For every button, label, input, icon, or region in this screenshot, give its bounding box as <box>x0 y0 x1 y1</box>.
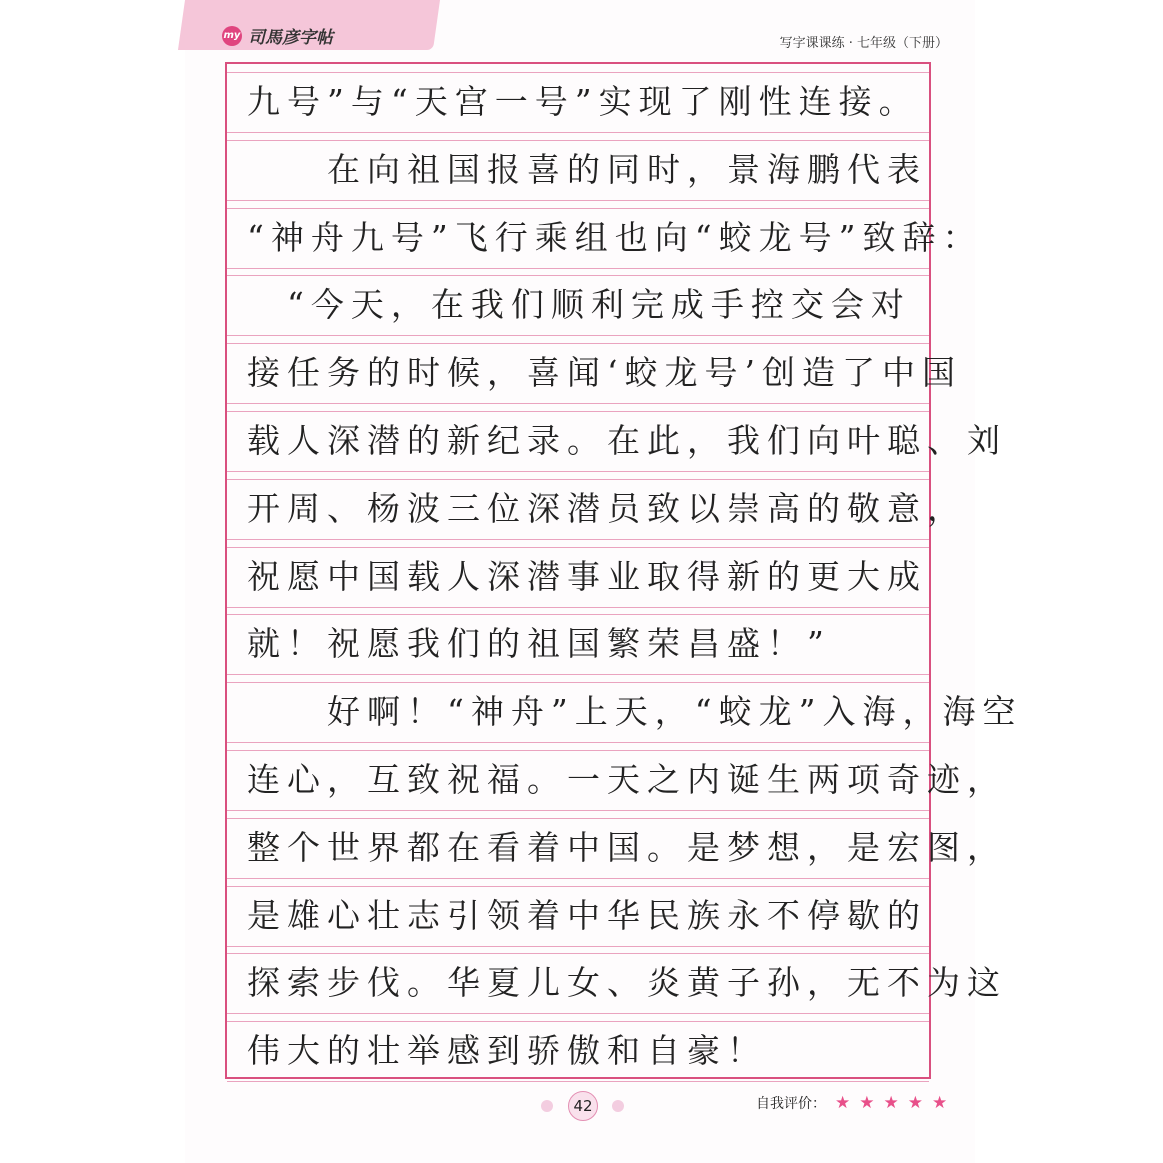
star-icon[interactable]: ★ <box>932 1093 948 1113</box>
line-text: 好啊！“神舟”上天，“蛟龙”入海，海空 <box>247 692 1023 732</box>
decor-dot-left <box>541 1100 553 1112</box>
line-text: 载人深潜的新纪录。在此，我们向叶聪、刘 <box>247 420 1007 460</box>
text-line <box>227 132 929 200</box>
text-line <box>227 64 929 132</box>
text-line <box>227 200 983 268</box>
line-text: 连心，互致祝福。一天之内诞生两项奇迹， <box>247 759 1007 799</box>
logo-icon: my <box>222 26 242 46</box>
text-line <box>227 267 929 335</box>
brand-logo <box>222 23 333 48</box>
text-line <box>227 674 1023 742</box>
star-icon[interactable]: ★ <box>835 1093 851 1113</box>
line-text: 是雄心壮志引领着中华民族永不停歇的 <box>247 895 927 935</box>
text-line <box>227 471 967 539</box>
star-icon[interactable]: ★ <box>907 1093 923 1113</box>
line-text: 祝愿中国载人深潜事业取得新的更大成 <box>247 556 927 596</box>
decor-dot-right <box>612 1100 624 1112</box>
text-line <box>227 1013 929 1081</box>
text-line <box>227 810 1007 878</box>
text-line <box>227 945 1007 1013</box>
line-text: “神舟九号”飞行乘组也向“蛟龙号”致辞： <box>247 217 983 257</box>
page-number: 42 <box>568 1091 598 1121</box>
line-text: 九号”与“天宫一号”实现了刚性连接。 <box>247 82 919 121</box>
self-rating <box>756 1093 947 1113</box>
text-line <box>227 606 929 674</box>
rating-label: 自我评价： <box>756 1096 826 1112</box>
line-text: 伟大的壮举感到骄傲和自豪！ <box>247 1031 767 1071</box>
line-text: “今天，在我们顺利完成手控交会对 <box>247 285 911 325</box>
line-text: 接任务的时候，喜闻‘蛟龙号’创造了中国 <box>247 353 962 393</box>
line-text: 在向祖国报喜的同时，景海鹏代表 <box>247 149 927 189</box>
text-line <box>227 335 962 403</box>
star-icon[interactable]: ★ <box>883 1093 899 1113</box>
book-subtitle: 写字课课练 · 七年级（下册） <box>779 36 948 51</box>
star-icon[interactable]: ★ <box>859 1093 875 1113</box>
line-text: 探索步伐。华夏儿女、炎黄子孙，无不为这 <box>247 963 1007 1003</box>
writing-grid <box>225 62 1023 1079</box>
line-text: 整个世界都在看着中国。是梦想，是宏图， <box>247 827 1007 867</box>
text-line <box>227 878 929 946</box>
line-text: 就！祝愿我们的祖国繁荣昌盛！” <box>247 624 831 664</box>
text-line <box>227 742 1007 810</box>
text-line <box>227 539 929 607</box>
brand-name: 司馬彦字帖 <box>248 28 333 48</box>
line-text: 开周、杨波三位深潜员致以崇高的敬意， <box>247 488 967 528</box>
text-line <box>227 403 1007 471</box>
